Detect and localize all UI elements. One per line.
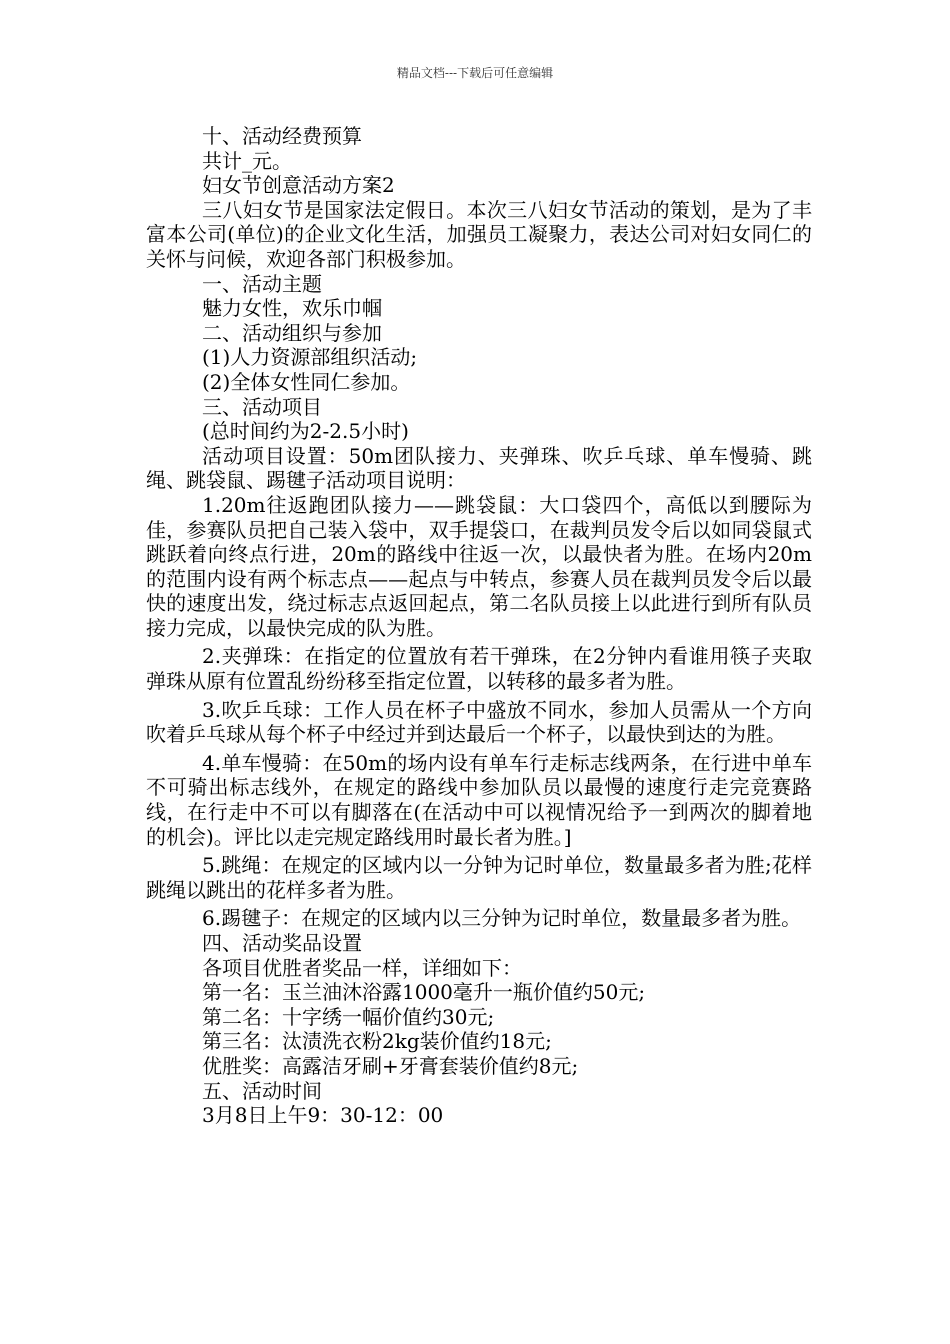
- section-heading-activities: 三、活动项目: [202, 394, 322, 419]
- document-body: [146, 124, 812, 1128]
- plan-title: 妇女节创意活动方案2: [202, 173, 395, 198]
- budget-total: 共计_元。: [202, 148, 292, 173]
- theme-text: 魅力女性，欢乐巾帼: [202, 296, 382, 321]
- section-heading-time: 五、活动时间: [202, 1078, 322, 1103]
- section-heading-theme: 一、活动主题: [202, 271, 322, 296]
- organization-item-1: (1)人力资源部组织活动;: [202, 345, 418, 370]
- activity-item-1: 1.20m往返跑团队接力——跳袋鼠：大口袋四个，高低以到腰际为佳，参赛队员把自己装入袋中，双手提袋口，在裁判员发令后以如同袋鼠式跳跃着向终点行进，20m的路线中往返一次，以最快者为胜。在场内20m的范围内设有两个标志点——起点与中转点，参赛人员在裁判员发令后以最快的速度出发，绕过标志点返回起点，第二名队员接上以此进行到所有队员接力完成，以最快完成的队为胜。: [146, 492, 812, 640]
- activities-list: 活动项目设置：50m团队接力、夹弹珠、吹乒乓球、单车慢骑、跳绳、跳袋鼠、踢毽子活动项目说明：: [146, 443, 812, 493]
- activities-duration: (总时间约为2-2.5小时): [202, 419, 409, 444]
- page-header: 精品文档---下载后可任意编辑: [396, 66, 554, 80]
- section-heading-organization: 二、活动组织与参加: [202, 320, 382, 345]
- activity-item-3: 3.吹乒乓球：工作人员在杯子中盛放不同水，参加人员需从一个方向吹着乒乓球从每个杯子中经过并到达最后一个杯子，以最快到达的为胜。: [146, 697, 812, 747]
- prizes-intro: 各项目优胜者奖品一样，详细如下：: [202, 955, 522, 980]
- prize-second: 第二名：十字绣一幅价值约30元;: [202, 1004, 495, 1029]
- section-heading-prizes: 四、活动奖品设置: [202, 931, 362, 955]
- prize-third: 第三名：汰渍洗衣粉2kg装价值约18元;: [202, 1029, 552, 1054]
- activity-item-6: 6.踢毽子：在规定的区域内以三分钟为记时单位，数量最多者为胜。: [202, 906, 802, 931]
- organization-item-2: (2)全体女性同仁参加。: [202, 369, 411, 394]
- prize-merit: 优胜奖：高露洁牙刷+牙膏套装价值约8元;: [202, 1053, 579, 1078]
- activity-item-5: 5.跳绳：在规定的区域内以一分钟为记时单位，数量最多者为胜;花样跳绳以跳出的花样多者为胜。: [146, 853, 812, 902]
- event-time: 3月8日上午9：30-12：00: [202, 1103, 444, 1128]
- prize-first: 第一名：玉兰油沐浴露1000毫升一瓶价值约50元;: [202, 980, 646, 1005]
- section-heading-budget: 十、活动经费预算: [202, 124, 362, 148]
- intro-paragraph: 三八妇女节是国家法定假日。本次三八妇女节活动的策划，是为了丰富本公司(单位)的企业文化生活，加强员工凝聚力，表达公司对妇女同仁的关怀与问候，欢迎各部门积极参加。: [146, 197, 812, 271]
- activity-item-2: 2.夹弹珠：在指定的位置放有若干弹珠，在2分钟内看谁用筷子夹取弹珠从原有位置乱纷纷移至指定位置，以转移的最多者为胜。: [146, 644, 812, 694]
- activity-item-4: 4.单车慢骑：在50m的场内设有单车行走标志线两条，在行进中单车不可骑出标志线外，在规定的路线中参加队员以最慢的速度行走完竞赛路线，在行走中不可以有脚落在(在活动中可以视情况给予一到两次的脚着地的机会)。评比以走完规定路线用时最长者为胜。]: [146, 750, 812, 849]
